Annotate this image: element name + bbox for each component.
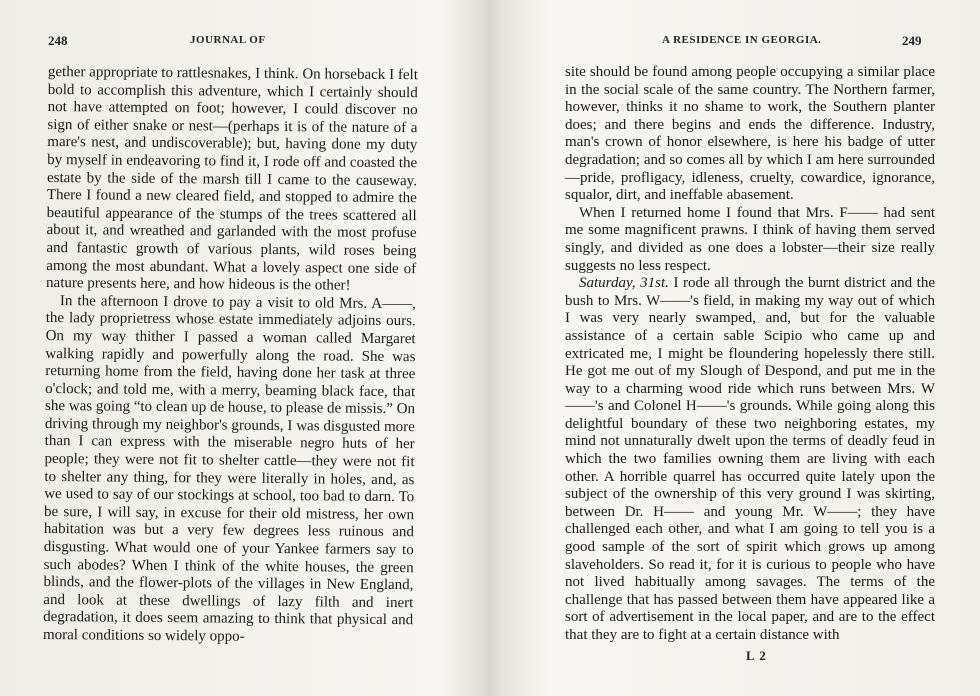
right-page-number: 249 [902, 33, 922, 48]
right-paragraph-3 [565, 275, 935, 644]
right-paragraph-2: When I returned home I found that Mrs. F—— had sent me some magnificent prawns. I think of having them served singly, and divided as one does a lobster—their size really suggests no less respect. [565, 204, 935, 274]
right-page [490, 0, 980, 696]
right-page-body [565, 64, 935, 645]
left-paragraph-1: gether appropriate to rattlesnakes, I think. On horseback I felt bold to accomplish this adventure, which I certainly should not have attempted on foot; however, I could discover no sign of either snake or nest—(perhaps it is of the nature of a mare's nest, and undiscoverable); but, having done my duty by myself in endeavoring to find it, I rode off and coasted the estate by the side of the marsh till I came to the causeway. There I found a new cleared field, and stopped to admire the beautiful appearance of the stumps of the trees scattered all about it, and wreathed and garlanded with the most profuse and fantastic growth of various plants, wild roses being among the most abundant. What a lovely aspect one side of nature presents here, and how hideous is the other! [46, 64, 418, 294]
entry-date: Saturday, 31st. [579, 275, 669, 292]
signature-mark: L 2 [746, 648, 767, 663]
left-paragraph-2: In the afternoon I drove to pay a visit to old Mrs. A——, the lady proprietress whose estate immediately adjoins ours. On my way thither I passed a woman called Margaret walking rapidly and powerfully along the road. She was returning home from the field, having done her task at three o'clock; and told me, with a merry, beaming black face, that she was going “to clean up de house, to please de missis.” On driving through my neighbor's grounds, I was disgusted more than I can express with the miserable negro huts of her people; they were not fit to shelter cattle—they were not fit to shelter any thing, for they were literally in holes, and, as we used to say of our stockings at school, too bad to darn. To be sure, I will say, in excuse for their old mistress, her own habitation was but a very few degrees less ruinous and disgusting. What would one of your Yankee farmers say to such abodes? When I think of the white houses, the green blinds, and the flower-plots of the villages in New England, and look at these dwellings of lazy filth and inert degradation, it does seem amazing to think that physical and moral conditions so widely oppo- [42, 292, 416, 645]
left-page-body [43, 64, 418, 648]
entry-text: I rode all through the burnt district and the bush to Mrs. W——'s field, in making my way out of which I was very nearly swamped, and, but for the valuable assistance of a certain sable Scipio who came up and extricated me, I might be floundering hopelessly there still. He got me out of my Slough of Despond, and put me in the way to a charming wood ride which runs between Mrs. W——'s and Colonel H——'s grounds. While going along this delightful boundary of these two neighboring estates, my mind not unnaturally dwelt upon the terms of deadly feud in which the two families owning them are living with each other. A horrible quarrel has occurred quite lately upon the subject of the ownership of this very ground I was skirting, between Dr. H—— and young Mr. W——; they have challenged each other, and what I am going to tell you is a good sample of the sort of spirit which grows up among slaveholders. So read it, for it is curious to people who have not lived habitually among savages. The terms of the challenge that has passed between them have appeared like a sort of advertisement in the local paper, and are to the effect that they are to fight at a certain distance with [565, 275, 935, 643]
right-paragraph-1: site should be found among people occupying a similar place in the social scale of the same country. The Northern farmer, however, thinks it no shame to work, the Southern planter does; and there begins and ends the difference. Industry, man's crown of honor elsewhere, is here his badge of utter degradation; and so comes all by which I am here surrounded—pride, profligacy, idleness, cruelty, cowardice, ignorance, squalor, dirt, and ineffable abasement. [565, 64, 935, 204]
left-page-number: 248 [48, 33, 68, 48]
left-running-header: JOURNAL OF [190, 34, 266, 46]
right-running-header: A RESIDENCE IN GEORGIA. [662, 34, 822, 46]
